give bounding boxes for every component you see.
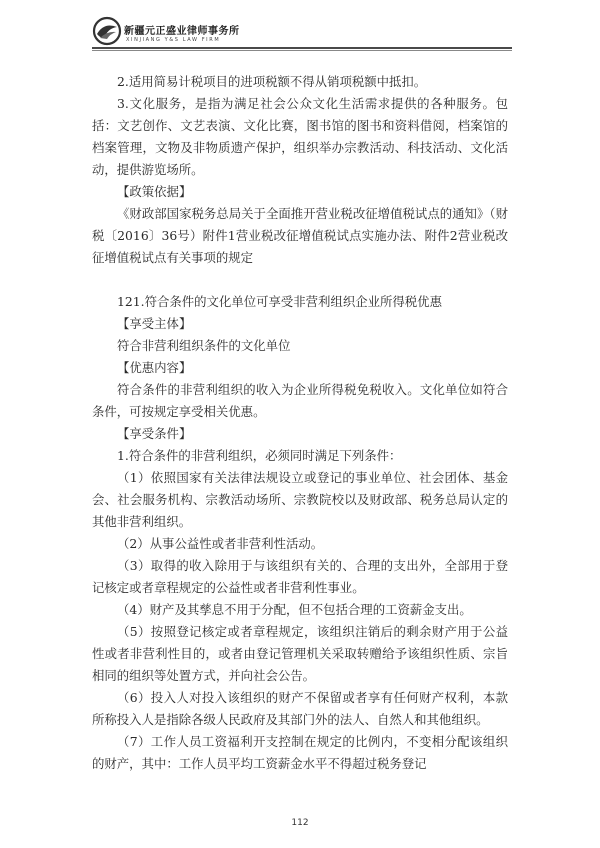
paragraph: 《财政部国家税务总局关于全面推开营业税改征增值税试点的通知》（财税〔2016〕36号）附件1营业税改征增值税试点实施办法、附件2营业税改征增值税试点有关事项的规定 [92, 206, 508, 265]
spacer [92, 269, 508, 291]
paragraph: 符合条件的非营利组织的收入为企业所得税免税收入。文化单位如符合条件，可按规定享受相关优惠。 [92, 382, 508, 419]
list-item: （5）按照登记核定或者章程规定，该组织注销后的剩余财产用于公益性或者非营利性目的，或者由登记管理机关采取转赠给予该组织性质、宗旨相同的组织等处置方式，并向社会公告。 [92, 624, 508, 683]
item-title: 121.符合条件的文化单位可享受非营利组织企业所得税优惠 [117, 294, 442, 309]
paragraph: 2.适用简易计税项目的进项税额不得从销项税额中抵扣。 [117, 74, 427, 89]
paragraph: 1.符合条件的非营利组织，必须同时满足下列条件： [117, 448, 402, 463]
list-item: （4）财产及其孳息不用于分配，但不包括合理的工资薪金支出。 [117, 602, 472, 617]
list-item: （3）取得的收入除用于与该组织有关的、合理的支出外，全部用于登记核定或者章程规定的公益性或者非营利性事业。 [92, 558, 508, 595]
list-item: （1）依照国家有关法律法规设立或登记的事业单位、社会团体、基金会、社会服务机构、宗教活动场所、宗教院校以及财政部、税务总局认定的其他非营利组织。 [92, 470, 508, 529]
firm-logo-icon [92, 16, 122, 46]
list-item: （2）从事公益性或者非营利性活动。 [117, 536, 324, 551]
section-heading: 【享受主体】 [117, 316, 192, 331]
header-divider-thin [92, 50, 512, 51]
paragraph: 3.文化服务，是指为满足社会公众文化生活需求提供的各种服务。包括：文艺创作、文艺表演、文化比赛，图书馆的图书和资料借阅，档案馆的档案管理，文物及非物质遗产保护，组织举办宗教活动、科技活动、文化活动，提供游览场所。 [92, 96, 508, 177]
document-body [92, 71, 508, 775]
paragraph: 符合非营利组织条件的文化单位 [117, 338, 291, 353]
firm-name-en: XINJIANG Y&S LAW FIRM [126, 37, 221, 43]
list-item: （7）工作人员工资福利开支控制在规定的比例内，不变相分配该组织的财产，其中：工作人员平均工资薪金水平不得超过税务登记 [92, 734, 508, 771]
page-number: 112 [291, 818, 309, 828]
section-heading: 【优惠内容】 [117, 360, 192, 375]
list-item: （6）投入人对投入该组织的财产不保留或者享有任何财产权利，本款所称投入人是指除各级人民政府及其部门外的法人、自然人和其他组织。 [92, 690, 508, 727]
firm-name-cn: 新疆元正盛业律师事务所 [124, 26, 240, 37]
section-heading: 【享受条件】 [117, 426, 192, 441]
header-divider [92, 47, 512, 49]
section-heading: 【政策依据】 [117, 184, 192, 199]
